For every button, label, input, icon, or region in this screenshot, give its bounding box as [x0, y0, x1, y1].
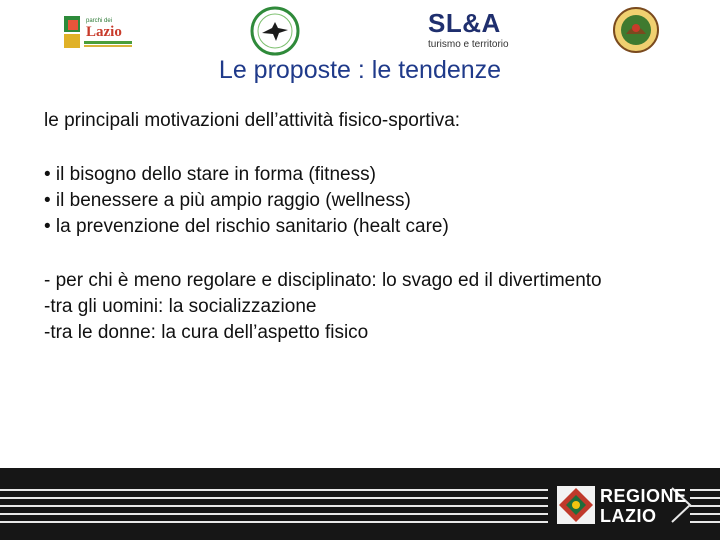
footer-brand-line1: REGIONE — [600, 486, 687, 506]
bullet-item: • il bisogno dello stare in forma (fitness) — [44, 164, 376, 185]
slide-title: Le proposte : le tendenze — [218, 56, 502, 84]
bullet-item: • la prevenzione del rischio sanitario (healt care) — [44, 216, 449, 237]
sla-logo — [426, 8, 522, 52]
intro-text: le principali motivazioni dell’attività fisico-sportiva: — [44, 110, 461, 131]
sla-logo-main-text: SL&A — [428, 8, 501, 38]
note-item: -tra gli uomini: la socializzazione — [44, 296, 317, 317]
svg-text:Lazio: Lazio — [86, 24, 122, 40]
notes-list — [44, 268, 714, 346]
bird-emblem-logo — [250, 6, 300, 56]
bullet-list — [44, 162, 714, 240]
regione-lazio-emblem — [557, 486, 595, 524]
round-emblem-logo — [612, 6, 660, 54]
footer-band — [0, 468, 720, 540]
sla-logo-subtitle: turismo e territorio — [428, 39, 509, 50]
note-item: - per chi è meno regolare e disciplinato: lo svago ed il divertimento — [44, 270, 602, 291]
slide-body — [44, 108, 714, 346]
lazio-park-logo — [62, 14, 136, 50]
bullet-item: • il benessere a più ampio raggio (wellness) — [44, 190, 411, 211]
footer-brand-line2: LAZIO — [600, 506, 657, 526]
svg-text:parchi dei: parchi dei — [86, 18, 113, 24]
note-item: -tra le donne: la cura dell’aspetto fisico — [44, 322, 369, 343]
